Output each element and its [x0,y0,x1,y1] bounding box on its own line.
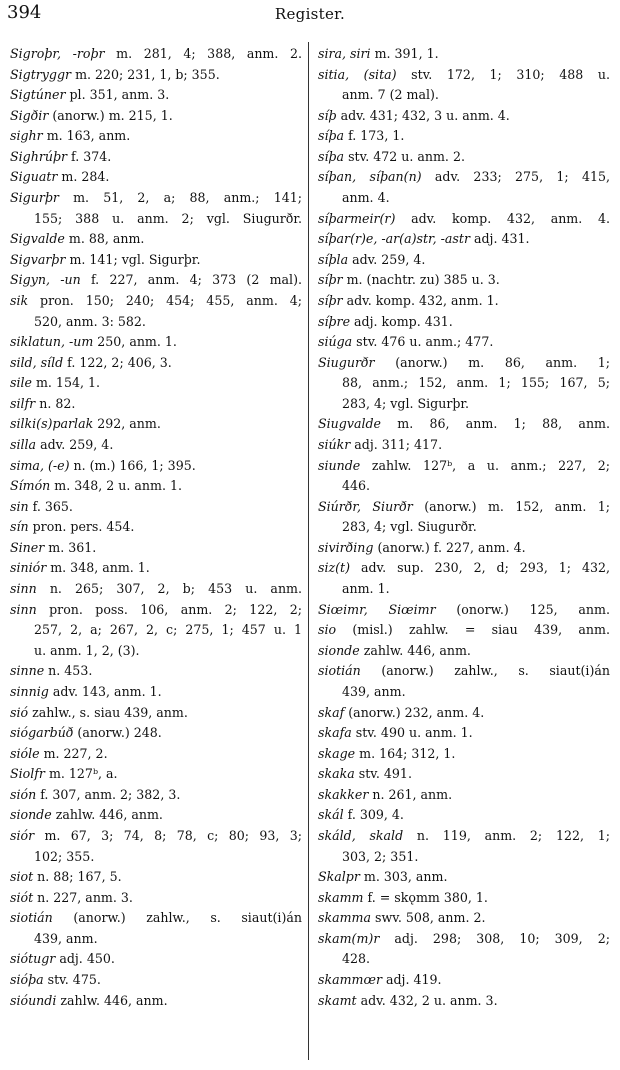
index-entry [318,620,610,641]
index-entry [318,826,610,847]
entry-headword: siótugr [10,951,56,967]
index-entry [10,188,302,209]
entry-headword: Siœimr, Siœimr [318,601,436,617]
index-entry [318,908,610,929]
entry-headword: skamma [318,910,371,926]
index-entry [10,229,302,250]
entry-headword: Sigvarþr [10,251,66,267]
entry-references: adv. 432, 2 u. anm. 3. [356,992,498,1008]
entry-references: adv. 431; 432, 3 u. anm. 4. [336,107,510,123]
entry-headword: síþ [318,107,337,123]
entry-references: adv. 233; 275, 1; 415, [421,169,610,185]
entry-references: n. 227, anm. 3. [33,889,133,905]
entry-headword: sionde [318,642,360,658]
entry-references: m. 163, anm. [42,128,131,144]
entry-references: (anorw.) zahlw., s. siaut(i)án [360,663,610,679]
left-column [10,44,302,1011]
entry-references: zahlw. 446, anm. [51,807,163,823]
entry-references: adv. 259, 4. [36,436,114,452]
index-entry [10,970,302,991]
entry-references: 250, anm. 1. [93,334,177,350]
entry-headword: síþr [318,272,343,288]
entry-references: f. 374. [67,148,112,164]
entry-references: zahlw., s. siau 439, anm. [28,704,188,720]
index-entry [318,744,610,765]
entry-headword: skáld, skald [318,827,404,843]
entry-references: m. 51, 2, a; 88, anm.; 141; [58,190,302,206]
index-entry [10,106,302,127]
entry-headword: siógarbúð [10,725,74,741]
entry-references: zahlw. 446, anm. [56,992,168,1008]
index-entry [10,497,302,518]
entry-references: m. 348, 2 u. anm. 1. [50,478,183,494]
entry-headword: síþarmeir(r) [318,210,396,226]
index-entry [318,764,610,785]
entry-headword: Sigtryggr [10,66,72,82]
index-entry [10,805,302,826]
entry-references: stv. 490 u. anm. 1. [351,725,473,741]
index-entry [10,291,302,312]
entry-headword: Sigðir [10,107,49,123]
index-entry [318,723,610,744]
index-entry [10,394,302,415]
index-entry [10,167,302,188]
entry-headword: Sigtúner [10,87,66,103]
entry-references: (anorw.) 248. [73,725,162,741]
entry-references: 439, anm. [342,683,406,699]
entry-references: stv. 476 u. anm.; 477. [352,334,494,350]
entry-references: (misl.) zahlw. = siau 439, anm. [336,622,610,638]
entry-references: zahlw. 127ᵇ, a u. anm.; 227, 2; [360,457,610,473]
entry-headword: silla [10,436,37,452]
right-column [318,44,610,1011]
index-entry [10,373,302,394]
entry-continuation [318,373,610,394]
index-entry [318,600,610,621]
entry-headword: siklatun, -um [10,334,94,350]
index-entry [318,250,610,271]
entry-references: m. 88, anm. [64,231,145,247]
entry-references: anm. 7 (2 mal). [342,87,439,103]
index-entry [10,991,302,1012]
entry-headword: siúga [318,334,353,350]
index-entry [10,682,302,703]
entry-headword: síþar(r)e, -ar(a)str, -astr [318,231,470,247]
entry-references: adv. 143, anm. 1. [48,683,162,699]
index-entry [10,600,302,621]
entry-headword: siór [10,827,35,843]
entry-continuation [318,949,610,970]
index-entry [318,641,610,662]
entry-references: m. 67, 3; 74, 8; 78, c; 80; 93, 3; [34,827,302,843]
entry-references: m. 154, 1. [31,375,100,391]
entry-headword: sióþa [10,972,44,988]
entry-references: adv. komp. 432, anm. 1. [342,292,499,308]
entry-references: pron. poss. 106, anm. 2; 122, 2; [36,601,302,617]
entry-references: f. 309, 4. [343,807,404,823]
index-entry [318,497,610,518]
entry-headword: skage [318,745,356,761]
entry-references: 283, 4; vgl. Sigurþr. [342,395,470,411]
entry-headword: skamt [318,992,357,1008]
entry-references: (anorw.) zahlw., s. siaut(i)án [52,910,302,926]
index-entry [10,44,302,65]
index-entry [10,579,302,600]
entry-references: adj. komp. 431. [350,313,453,329]
entry-headword: sik [10,292,29,308]
entry-references: adj. 419. [381,972,442,988]
entry-references: stv. 472 u. anm. 2. [344,148,465,164]
entry-continuation [318,847,610,868]
entry-headword: Sigurþr [10,190,59,206]
entry-headword: Siúrðr, Siurðr [318,498,413,514]
entry-references: n. 453. [44,663,93,679]
entry-headword: sio [318,622,337,638]
entry-references: (anorw.) m. 152, anm. 1; [412,498,610,514]
entry-continuation [10,209,302,230]
index-entry [10,476,302,497]
entry-headword: Sighrúþr [10,148,68,164]
entry-headword: skafa [318,725,352,741]
entry-headword: sinne [10,663,45,679]
entry-headword: sin [10,498,29,514]
index-entry [318,332,610,353]
entry-continuation [10,929,302,950]
entry-references: (anorw.) f. 227, anm. 4. [373,539,526,555]
entry-headword: sinnig [10,683,49,699]
entry-headword: síþa [318,148,345,164]
index-entry [318,414,610,435]
entry-continuation [318,85,610,106]
entry-headword: silfr [10,395,36,411]
entry-continuation [318,394,610,415]
entry-references: m. 141; vgl. Sigurþr. [65,251,201,267]
entry-references: 102; 355. [34,848,95,864]
entry-headword: sinn [10,581,37,597]
index-entry [318,291,610,312]
entry-headword: sió [10,704,29,720]
index-entry [10,250,302,271]
index-entry [10,353,302,374]
entry-headword: síþan, síþan(n) [318,169,422,185]
index-entry [10,270,302,291]
entry-headword: siót [10,889,34,905]
index-entry [10,517,302,538]
entry-headword: Siugurðr [318,354,375,370]
entry-headword: Siguatr [10,169,58,185]
index-entry [318,270,610,291]
entry-references: 303, 2; 351. [342,848,419,864]
entry-references: adj. 298; 308, 10; 309, 2; [379,930,610,946]
index-entry [10,65,302,86]
entry-references: 446. [342,478,371,494]
entry-continuation [10,312,302,333]
index-entry [10,332,302,353]
index-entry [318,970,610,991]
page-number: 394 [7,2,42,23]
entry-references: anm. 1. [342,581,390,597]
entry-references: adv. 259, 4. [348,251,426,267]
index-entry [318,867,610,888]
entry-headword: sióundi [10,992,57,1008]
index-entry [318,703,610,724]
entry-references: n. 265; 307, 2, b; 453 u. anm. [36,581,302,597]
index-entry [318,991,610,1012]
entry-references: adj. 431. [469,231,530,247]
index-entry [318,126,610,147]
entry-headword: siniór [10,560,47,576]
entry-headword: skál [318,807,344,823]
index-entry [10,764,302,785]
entry-references: adv. sup. 230, 2, d; 293, 1; 432, [350,560,610,576]
index-entry [318,229,610,250]
entry-continuation [318,476,610,497]
index-entry [10,435,302,456]
entry-references: (anorw.) m. 86, anm. 1; [374,354,610,370]
index-entry [318,785,610,806]
index-entry [318,558,610,579]
entry-headword: síþre [318,313,351,329]
entry-references: swv. 508, anm. 2. [371,910,486,926]
entry-headword: Siugvalde [318,416,381,432]
index-entry [318,106,610,127]
entry-headword: siot [10,869,34,885]
entry-references: pl. 351, anm. 3. [65,87,170,103]
entry-references: m. 361. [44,539,97,555]
entry-headword: Sigyn, -un [10,272,81,288]
index-entry [318,456,610,477]
entry-headword: siotián [10,910,53,926]
entry-headword: síþla [318,251,349,267]
index-entry [10,888,302,909]
entry-references: m. 281, 4; 388, anm. 2. [104,46,302,61]
index-entry [10,126,302,147]
entry-references: (anorw.) 232, anm. 4. [344,704,485,720]
entry-headword: sión [10,786,37,802]
entry-continuation [10,847,302,868]
entry-references: n. 88; 167, 5. [33,869,122,885]
entry-references: f. 227, anm. 4; 373 (2 mal). [80,272,302,288]
index-entry [318,44,610,65]
running-title: Register. [274,5,346,23]
entry-headword: sima, (-e) [10,457,70,473]
entry-headword: sighr [10,128,43,144]
column-divider [308,42,309,1060]
entry-headword: silki(s)parlak [10,416,94,432]
entry-headword: siúkr [318,436,351,452]
index-entry [318,209,610,230]
index-entry [318,929,610,950]
entry-headword: síþr [318,292,343,308]
entry-references: stv. 172, 1; 310; 488 u. [396,66,610,82]
entry-headword: Sigroþr, -roþr [10,46,105,61]
entry-references: stv. 491. [354,766,412,782]
index-entry [318,435,610,456]
entry-headword: skaf [318,704,345,720]
index-entry [10,703,302,724]
entry-references: m. 227, 2. [39,745,108,761]
entry-references: f. 307, anm. 2; 382, 3. [36,786,181,802]
index-entry [10,558,302,579]
index-entry [10,785,302,806]
entry-references: f. 365. [28,498,73,514]
entry-references: adj. 311; 417. [350,436,443,452]
entry-references: 283, 4; vgl. Siugurðr. [342,519,477,535]
index-entry [10,744,302,765]
entry-references: 257, 2, a; 267, 2, c; 275, 1; 457 u. 1 [34,622,302,638]
entry-continuation [318,188,610,209]
index-entry [318,353,610,374]
entry-references: n. (m.) 166, 1; 395. [69,457,196,473]
entry-references: m. 284. [57,169,110,185]
entry-references: 439, anm. [34,930,98,946]
index-entry [318,147,610,168]
index-entry [10,867,302,888]
index-entry [10,147,302,168]
entry-references: m. 164; 312, 1. [355,745,456,761]
entry-headword: sitia, (sita) [318,66,397,82]
entry-references: n. 119, anm. 2; 122, 1; [403,827,610,843]
entry-continuation [318,682,610,703]
entry-headword: sild, síld [10,354,64,370]
entry-references: 88, anm.; 152, anm. 1; 155; 167, 5; [342,375,610,391]
index-entry [10,538,302,559]
entry-headword: sira, siri [318,46,371,61]
index-entry [318,312,610,333]
entry-references: (onorw.) 125, anm. [435,601,610,617]
entry-headword: skam(m)r [318,930,380,946]
index-entry [10,723,302,744]
entry-headword: Sigvalde [10,231,65,247]
entry-headword: sivirðing [318,539,374,555]
entry-references: m. 86, anm. 1; 88, anm. [381,416,610,432]
entry-references: adj. 450. [55,951,115,967]
entry-headword: sile [10,375,32,391]
entry-headword: Skalpr [318,869,360,885]
entry-references: m. 391, 1. [370,46,439,61]
entry-headword: Siolfr [10,766,45,782]
entry-continuation [318,517,610,538]
entry-references: n. 261, anm. [368,786,453,802]
index-entry [318,661,610,682]
entry-headword: sín [10,519,29,535]
entry-references: pron. pers. 454. [28,519,135,535]
index-entry [10,85,302,106]
index-entry [318,65,610,86]
entry-references: f. 122, 2; 406, 3. [63,354,172,370]
index-entry [10,826,302,847]
index-entry [10,661,302,682]
index-entry [318,167,610,188]
entry-headword: skakker [318,786,369,802]
entry-references: f. 173, 1. [344,128,405,144]
entry-headword: sinn [10,601,37,617]
entry-headword: siz(t) [318,560,351,576]
entry-references: anm. 4. [342,190,390,206]
entry-references: f. = skǫmm 380, 1. [363,889,488,905]
index-entry [10,949,302,970]
index-entry [10,414,302,435]
entry-headword: Símón [10,478,51,494]
entry-headword: skaka [318,766,355,782]
entry-headword: sióle [10,745,40,761]
index-entry [10,908,302,929]
entry-headword: Siner [10,539,45,555]
entry-references: 428. [342,951,371,967]
entry-references: (anorw.) m. 215, 1. [48,107,173,123]
entry-references: 520, anm. 3: 582. [34,313,146,329]
entry-references: m. 348, anm. 1. [46,560,150,576]
index-entry [10,456,302,477]
entry-references: adv. komp. 432, anm. 4. [395,210,610,226]
entry-continuation [318,579,610,600]
index-entry [318,888,610,909]
entry-references: m. 303, anm. [359,869,448,885]
entry-references: 292, anm. [93,416,161,432]
entry-headword: síþa [318,128,345,144]
index-entry [318,805,610,826]
entry-references: m. 127ᵇ, a. [44,766,118,782]
entry-headword: sionde [10,807,52,823]
index-entry [318,538,610,559]
entry-references: zahlw. 446, anm. [359,642,471,658]
entry-references: m. 220; 231, 1, b; 355. [71,66,220,82]
entry-references: pron. 150; 240; 454; 455, anm. 4; [28,292,302,308]
entry-continuation [10,620,302,641]
entry-headword: skamm [318,889,364,905]
entry-headword: skammœr [318,972,382,988]
entry-continuation [10,641,302,662]
entry-references: 155; 388 u. anm. 2; vgl. Siugurðr. [34,210,302,226]
entry-references: u. anm. 1, 2, (3). [34,642,140,658]
entry-headword: siotián [318,663,361,679]
entry-headword: siunde [318,457,361,473]
entry-references: m. (nachtr. zu) 385 u. 3. [342,272,500,288]
entry-references: stv. 475. [43,972,101,988]
entry-references: n. 82. [35,395,76,411]
